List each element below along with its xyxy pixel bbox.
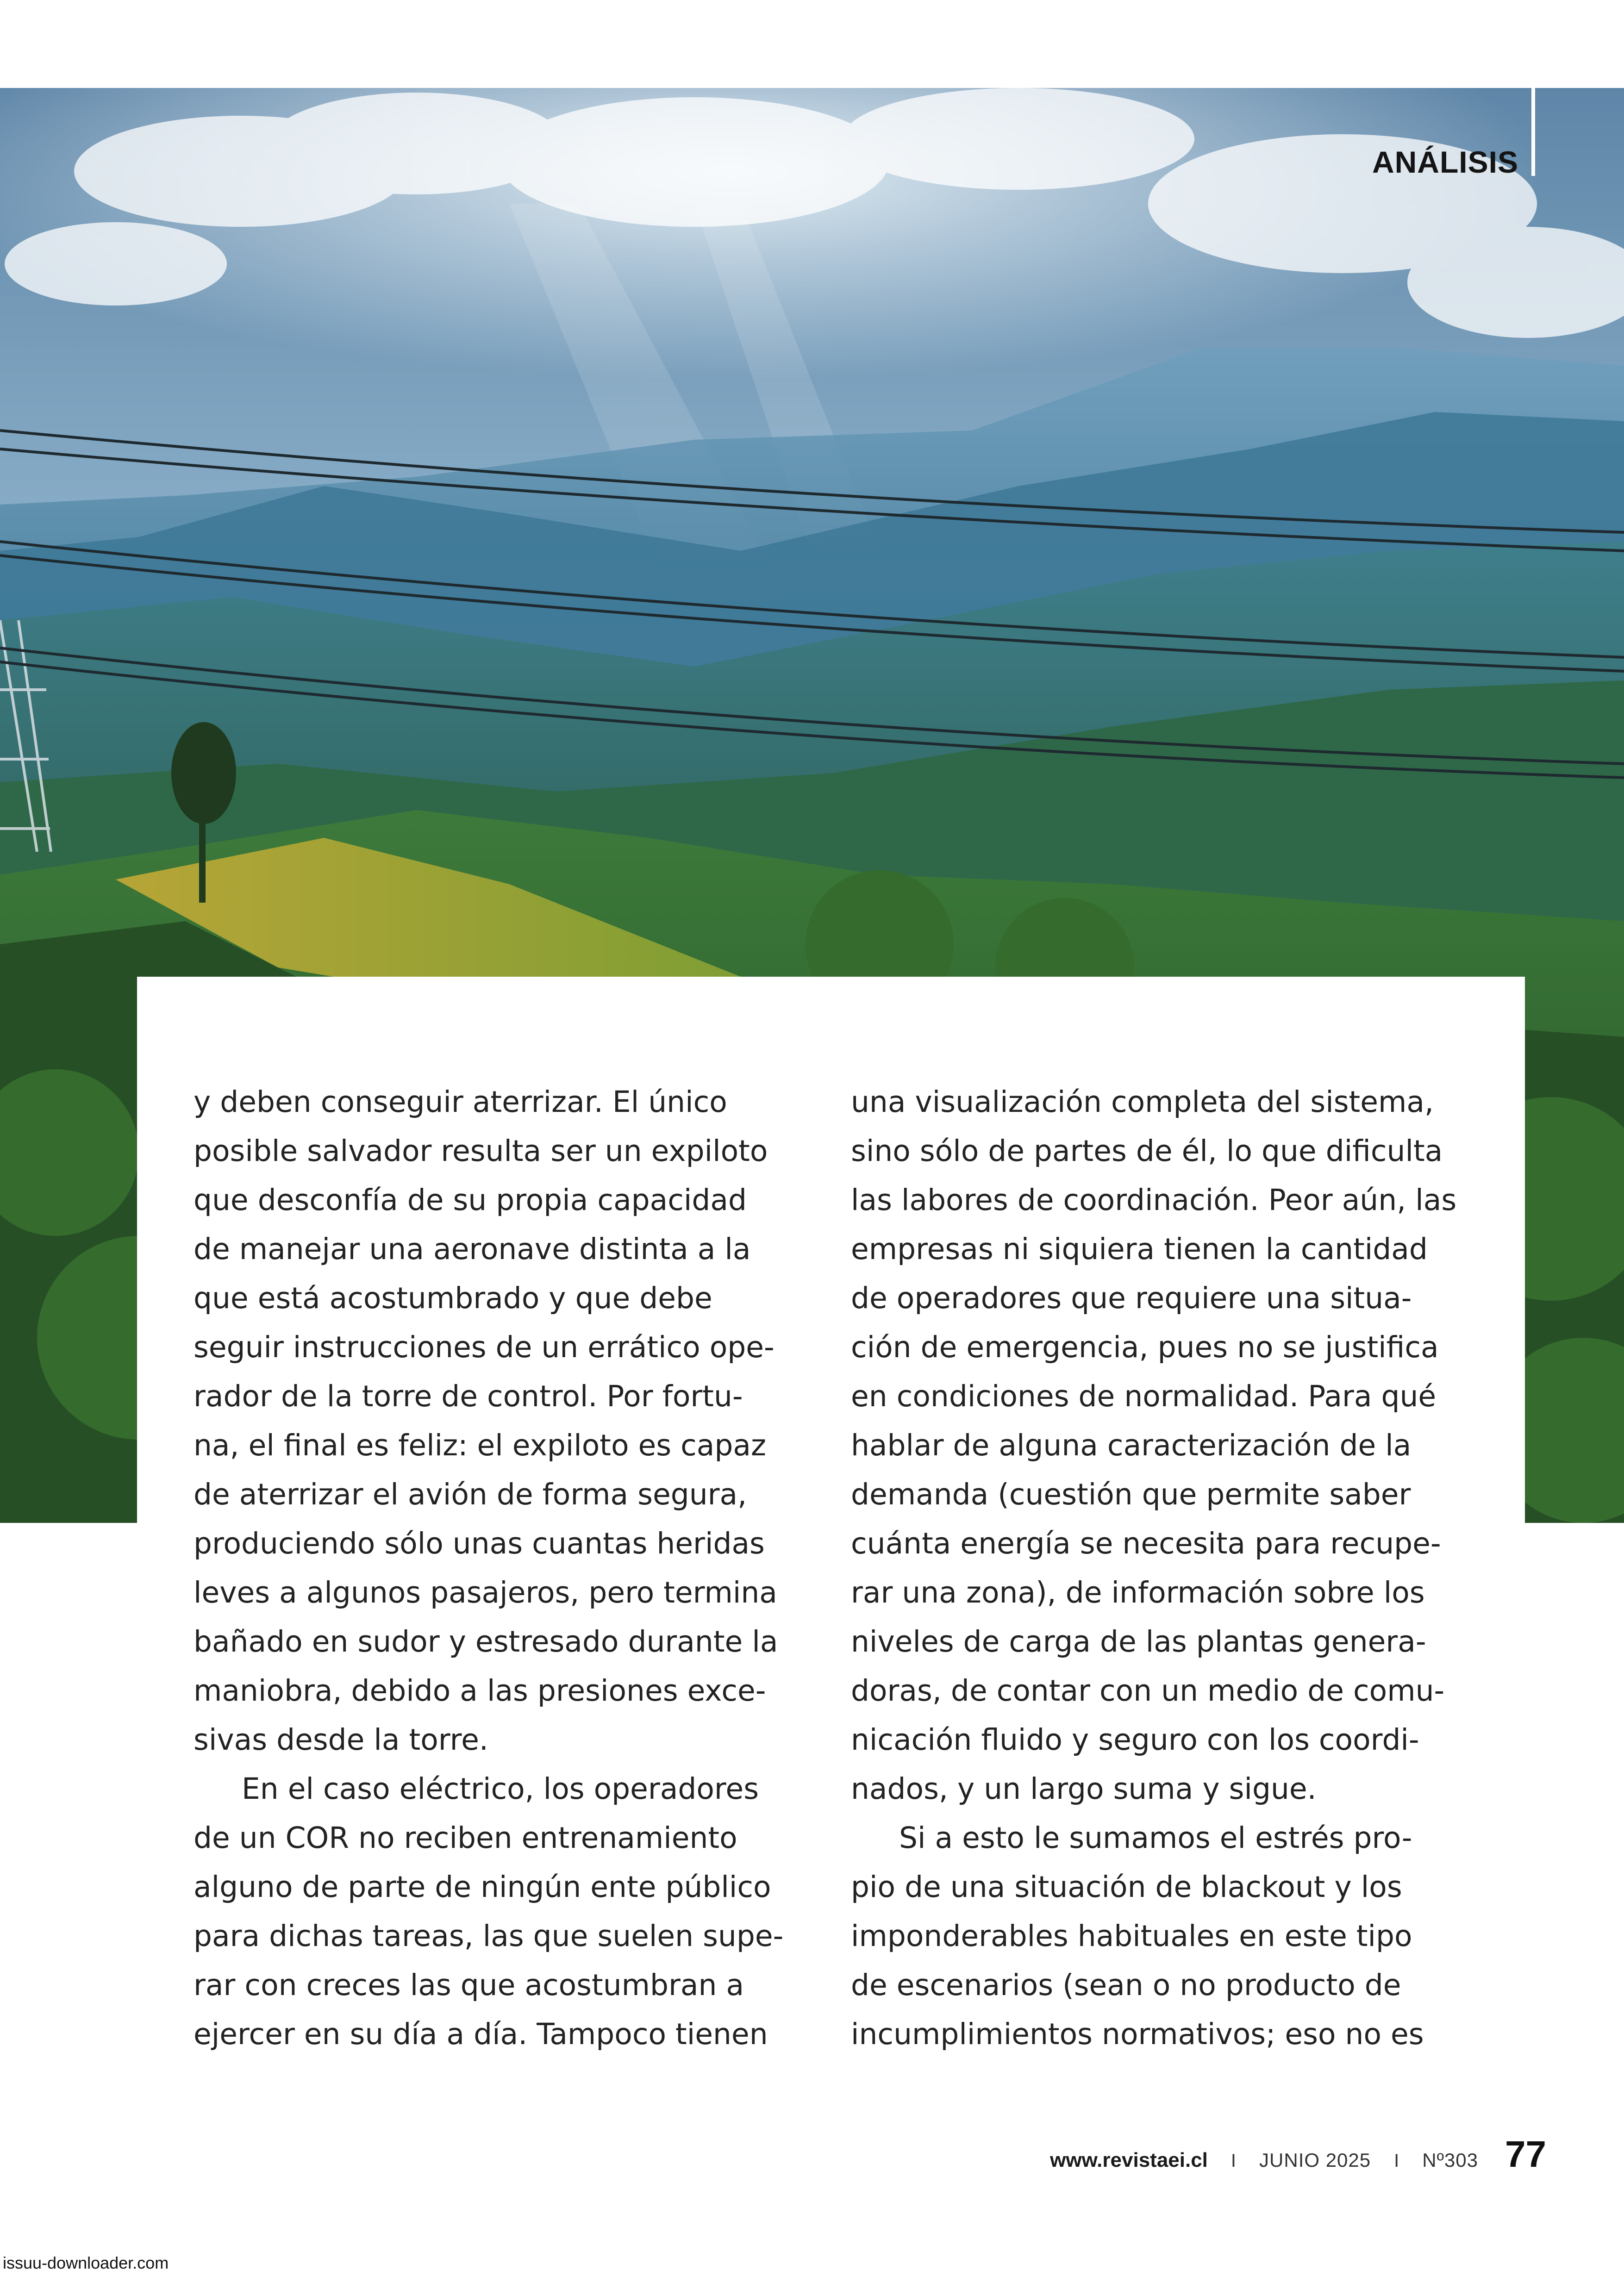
paragraph	[194, 1078, 800, 1765]
text-line: sivas desde la torre.	[194, 1723, 488, 1757]
paragraph	[194, 1765, 800, 2059]
watermark: issuu-downloader.com	[3, 2253, 169, 2272]
section-rule	[1531, 88, 1535, 176]
text-line: de aterrizar el avión de forma segura,	[194, 1478, 747, 1511]
text-line: bañado en sudor y estresado durante la	[194, 1625, 778, 1659]
text-line: posible salvador resulta ser un expiloto	[194, 1134, 768, 1168]
footer-separator: I	[1394, 2151, 1399, 2171]
paragraph	[851, 1814, 1457, 2059]
text-line: rador de la torre de control. Por fortu-	[194, 1379, 743, 1413]
text-line: seguir instrucciones de un errático ope-	[194, 1330, 775, 1364]
page-number: 77	[1505, 2133, 1546, 2175]
footer-separator: I	[1230, 2151, 1237, 2171]
text-line: doras, de contar con un medio de comu-	[851, 1674, 1445, 1708]
text-line: ción de emergencia, pues no se justifica	[851, 1330, 1439, 1364]
website-link[interactable]: www.revistaei.cl	[1050, 2149, 1208, 2171]
issue-date: JUNIO 2025	[1259, 2149, 1371, 2171]
text-line: que desconfía de su propia capacidad	[194, 1183, 747, 1217]
text-line: demanda (cuestión que permite saber	[851, 1478, 1411, 1511]
issue-number: Nº303	[1422, 2149, 1479, 2171]
text-line: Si a esto le sumamos el estrés pro-	[899, 1821, 1412, 1855]
article-column-right	[851, 1078, 1457, 2059]
text-line: pio de una situación de blackout y los	[851, 1870, 1402, 1904]
text-line: para dichas tareas, las que suelen supe-	[194, 1919, 784, 1953]
text-line: incumplimientos normativos; eso no es	[851, 2017, 1424, 2051]
text-line: imponderables habituales en este tipo	[851, 1919, 1412, 1953]
text-line: y deben conseguir aterrizar. El único	[194, 1085, 727, 1119]
text-line: cuánta energía se necesita para recupe-	[851, 1527, 1441, 1560]
article-column-left	[194, 1078, 800, 2059]
text-line: de un COR no reciben entrenamiento	[194, 1821, 737, 1855]
text-line: sino sólo de partes de él, lo que dificulta	[851, 1134, 1443, 1168]
text-line: de operadores que requiere una situa-	[851, 1281, 1412, 1315]
text-line: nicación fluido y seguro con los coordi-	[851, 1723, 1419, 1757]
section-label: ANÁLISIS	[1372, 145, 1518, 179]
text-line: de manejar una aeronave distinta a la	[194, 1232, 751, 1266]
page-footer	[1050, 2133, 1546, 2175]
text-line: empresas ni siquiera tienen la cantidad	[851, 1232, 1428, 1266]
text-line: maniobra, debido a las presiones exce-	[194, 1674, 766, 1708]
text-line: de escenarios (sean o no producto de	[851, 1968, 1401, 2002]
text-line: que está acostumbrado y que debe	[194, 1281, 712, 1315]
paragraph	[851, 1078, 1457, 1814]
text-line: produciendo sólo unas cuantas heridas	[194, 1527, 765, 1560]
text-line: En el caso eléctrico, los operadores	[242, 1772, 759, 1806]
text-line: leves a algunos pasajeros, pero termina	[194, 1576, 777, 1609]
text-line: na, el final es feliz: el expiloto es capaz	[194, 1428, 767, 1462]
text-line: ejercer en su día a día. Tampoco tienen	[194, 2017, 768, 2051]
text-line: en condiciones de normalidad. Para qué	[851, 1379, 1437, 1413]
text-line: hablar de alguna caracterización de la	[851, 1428, 1412, 1462]
text-line: rar una zona), de información sobre los	[851, 1576, 1425, 1609]
text-line: las labores de coordinación. Peor aún, las	[851, 1183, 1457, 1217]
text-line: una visualización completa del sistema,	[851, 1085, 1434, 1119]
text-line: nados, y un largo suma y sigue.	[851, 1772, 1317, 1806]
text-line: alguno de parte de ningún ente público	[194, 1870, 771, 1904]
text-line: rar con creces las que acostumbran a	[194, 1968, 744, 2002]
text-line: niveles de carga de las plantas genera-	[851, 1625, 1426, 1659]
